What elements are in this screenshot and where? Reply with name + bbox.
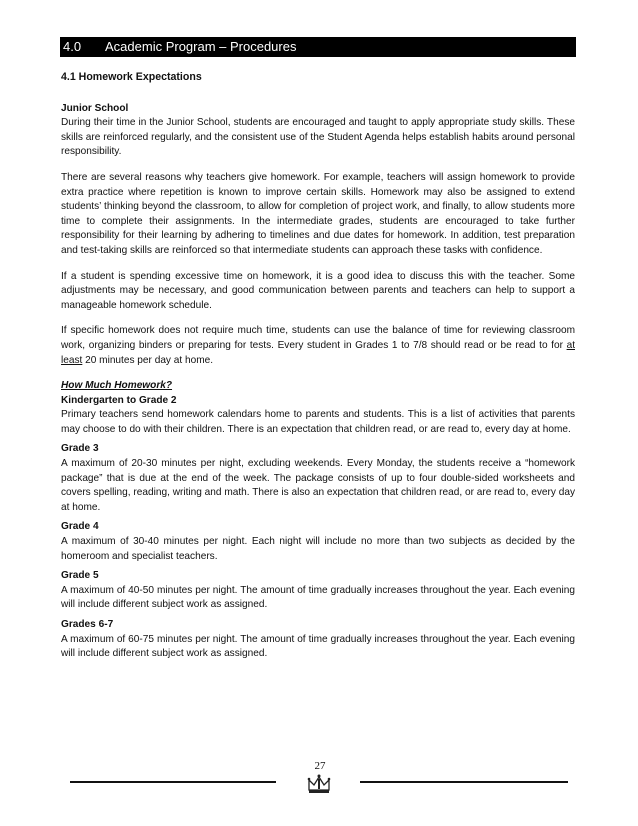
grade-text-4: A maximum of 30-40 minutes per night. Each night will include no more than two subjects as decided by the homeroom and specialist teachers.	[61, 536, 575, 562]
p4-text-before: If specific homework does not require much time, students can use the balance of time for reviewing classroom work, organizing binders or preparing for tests. Every student in Grades 1 to 7/8 should read or be read to for	[61, 325, 575, 351]
grade-heading-3: Grade 3	[61, 443, 99, 455]
junior-school-block	[61, 102, 575, 160]
grade-text-3: A maximum of 20-30 minutes per night, excluding weekends. Every Monday, the students receive a “homework package” that is due at the end of the week. The package consists of up to four double-sided worksheets and covers spelling, reading, writing and math. There is also an expectation that children read, or are read to, every day at home.	[61, 458, 575, 513]
section-header-bar	[60, 37, 576, 57]
grade-heading-5: Grade 5	[61, 570, 99, 582]
section-number: 4.0	[63, 39, 82, 54]
section-title: Academic Program – Procedures	[105, 39, 297, 54]
junior-paragraph-1: During their time in the Junior School, students are encouraged and taught to apply appropriate study skills. These skills are reinforced regularly, and the consistent use of the Student Agenda helps establish habits around personal responsibility.	[61, 117, 575, 158]
how-much-block	[61, 379, 575, 437]
page-content	[61, 70, 575, 667]
grade-block-4	[61, 520, 575, 564]
grade-heading-4: Grade 4	[61, 521, 99, 533]
p4-text-after: 20 minutes per day at home.	[82, 354, 214, 366]
grade-text-6-7: A maximum of 60-75 minutes per night. The amount of time gradually increases throughout the year. Each evening will include different subject work as assigned.	[61, 633, 575, 660]
footer-rule-right	[360, 781, 568, 783]
junior-paragraph-3: If a student is spending excessive time on homework, it is a good idea to discuss this with the teacher. Some adjustments may be necessary, and good communication between parents and teachers can help to support a manageable homework schedule.	[61, 270, 575, 311]
grade-block-3	[61, 442, 575, 515]
grade-block-6-7	[61, 618, 575, 662]
junior-paragraph-2: There are several reasons why teachers give homework. For example, teachers will assign homework to provide extra practice where repetition is known to improve certain skills. Homework may also be assigned to extend students’ thinking beyond the classroom, to allow for completion of project work, and finally, to allow students more time to complete their assignments. In the intermediate grades, students are encouraged to take further responsibility for their learning by adhering to timelines and due dates for homework. In addition, test preparation and test-taking skills are reinforced so that intermediate students can approach these tasks with confidence.	[61, 171, 575, 256]
grade-text-5: A maximum of 40-50 minutes per night. The amount of time gradually increases throughout the year. Each evening will include different subject work as assigned.	[61, 584, 575, 611]
crown-crest-icon	[306, 773, 332, 797]
junior-school-heading: Junior School	[61, 102, 129, 114]
how-much-heading: How Much Homework?	[61, 380, 173, 392]
p4-underlined-text: at least	[61, 339, 575, 366]
subsection-title: 4.1 Homework Expectations	[61, 71, 202, 83]
page-number: 27	[314, 760, 326, 772]
footer-rule-left	[70, 781, 276, 783]
grade-block-5	[61, 569, 575, 613]
grade-heading-6-7: Grades 6-7	[61, 619, 114, 630]
grade-text-k2: Primary teachers send homework calendars home to parents and students. This is a list of activities that parents may choose to do with their children. There is an expectation that children read, or are read to, every day at home.	[61, 409, 575, 435]
junior-paragraph-4	[61, 324, 575, 368]
grade-heading-k2: Kindergarten to Grade 2	[61, 394, 177, 406]
